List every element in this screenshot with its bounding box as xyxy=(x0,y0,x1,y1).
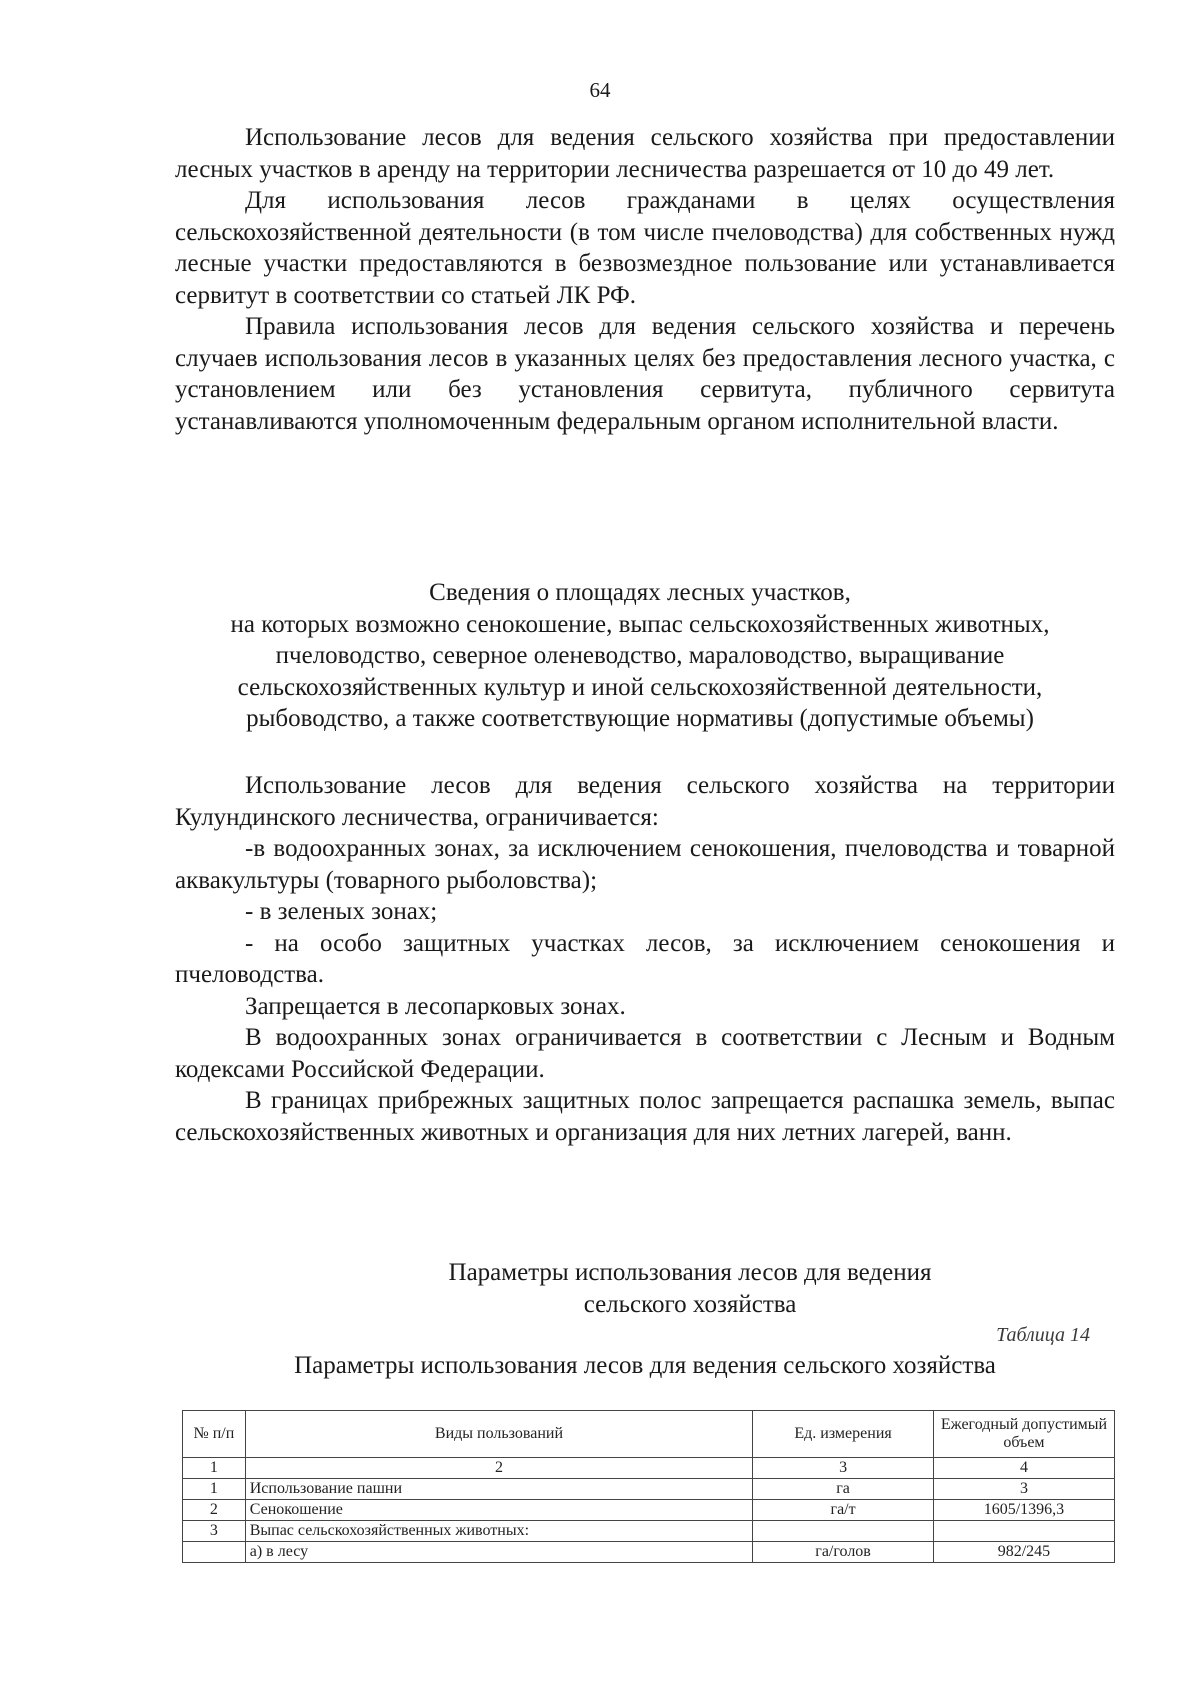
header-cell-unit: Ед. измерения xyxy=(753,1411,934,1458)
table-cell: Сенокошение xyxy=(245,1500,753,1521)
table-column-number-row xyxy=(183,1458,1115,1479)
table-cell: Выпас сельскохозяйственных животных: xyxy=(245,1521,753,1542)
restrictions-text-block xyxy=(175,770,1115,1148)
table-row xyxy=(183,1521,1115,1542)
table-cell: 4 xyxy=(933,1458,1114,1479)
heading-line: рыбоводство, а также соответствующие нормативы (допустимые объемы) xyxy=(246,705,1034,732)
table-cell: 1 xyxy=(183,1458,246,1479)
heading-line: на которых возможно сенокошение, выпас сельскохозяйственных животных, xyxy=(230,610,1050,638)
table-cell: 3 xyxy=(183,1521,246,1542)
paragraph: В границах прибрежных защитных полос запрещается распашка земель, выпас сельскохозяйственных животных и организация для них летних лагерей, ванн. xyxy=(175,1087,1115,1146)
table-cell: 982/245 xyxy=(933,1542,1114,1563)
table-row xyxy=(183,1542,1115,1563)
table-cell: га/т xyxy=(753,1500,934,1521)
paragraph: - в зеленых зонах; xyxy=(245,898,438,925)
heading-line: сельского хозяйства xyxy=(583,1290,797,1318)
table-cell: 2 xyxy=(183,1500,246,1521)
heading-line: сельскохозяйственных культур и иной сельскохозяйственной деятельности, xyxy=(237,673,1043,701)
table-title: Параметры использования лесов для ведения сельского хозяйства xyxy=(294,1352,996,1379)
paragraph: В водоохранных зонах ограничивается в соответствии с Лесным и Водным кодексами Российской Федерации. xyxy=(175,1024,1115,1083)
table-cell: Использование пашни xyxy=(245,1479,753,1500)
table-caption: Таблица 14 xyxy=(996,1324,1090,1346)
table-cell: 2 xyxy=(245,1458,753,1479)
table-cell xyxy=(183,1542,246,1563)
table-cell: 1 xyxy=(183,1479,246,1500)
paragraph: Для использования лесов гражданами в целях осуществления сельскохозяйственной деятельности (в том числе пчеловодства) для собственных нужд лесные участки предоставляются в безвозмездное пользование или устанавливается сервитут в соответствии со статьей ЛК РФ. xyxy=(175,187,1115,309)
section-heading-params xyxy=(400,1257,980,1320)
header-cell-usage-type: Виды пользований xyxy=(245,1411,753,1458)
table-row xyxy=(183,1479,1115,1500)
parameters-table xyxy=(182,1410,1115,1563)
intro-text-block xyxy=(175,122,1115,437)
header-cell-annual-volume: Ежегодный допустимый объем xyxy=(933,1411,1114,1458)
table-cell: га/голов xyxy=(753,1542,934,1563)
page-number: 64 xyxy=(589,78,611,102)
heading-line: пчеловодство, северное оленеводство, мараловодство, выращивание xyxy=(275,642,1005,669)
table-cell xyxy=(933,1521,1114,1542)
table-cell: 1605/1396,3 xyxy=(933,1500,1114,1521)
paragraph: - на особо защитных участках лесов, за исключением сенокошения и пчеловодства. xyxy=(175,929,1115,988)
table-header-row xyxy=(183,1411,1115,1458)
paragraph: Правила использования лесов для ведения сельского хозяйства и перечень случаев использования лесов в указанных целях без предоставления лесного участка, с установлением или без установления сервитута, публичного сервитута устанавливаются уполномоченным федеральным органом исполнительной власти. xyxy=(175,313,1115,435)
table-cell: 3 xyxy=(753,1458,934,1479)
table-cell: 3 xyxy=(933,1479,1114,1500)
table-row xyxy=(183,1500,1115,1521)
paragraph: Запрещается в лесопарковых зонах. xyxy=(245,992,626,1020)
section-heading-info xyxy=(160,577,1120,735)
heading-line: Параметры использования лесов для ведения xyxy=(448,1259,932,1286)
paragraph: Использование лесов для ведения сельского хозяйства при предоставлении лесных участков в аренду на территории лесничества разрешается от 10 до 49 лет. xyxy=(175,124,1115,183)
heading-line: Сведения о площадях лесных участков, xyxy=(429,579,851,606)
table-cell: а) в лесу xyxy=(245,1542,753,1563)
paragraph: Использование лесов для ведения сельского хозяйства на территории Кулундинского лесничества, ограничивается: xyxy=(175,772,1115,831)
table-cell xyxy=(753,1521,934,1542)
table-cell: га xyxy=(753,1479,934,1500)
header-cell-number: № п/п xyxy=(183,1411,246,1458)
paragraph: -в водоохранных зонах, за исключением сенокошения, пчеловодства и товарной аквакультуры (товарного рыболовства); xyxy=(175,835,1115,894)
